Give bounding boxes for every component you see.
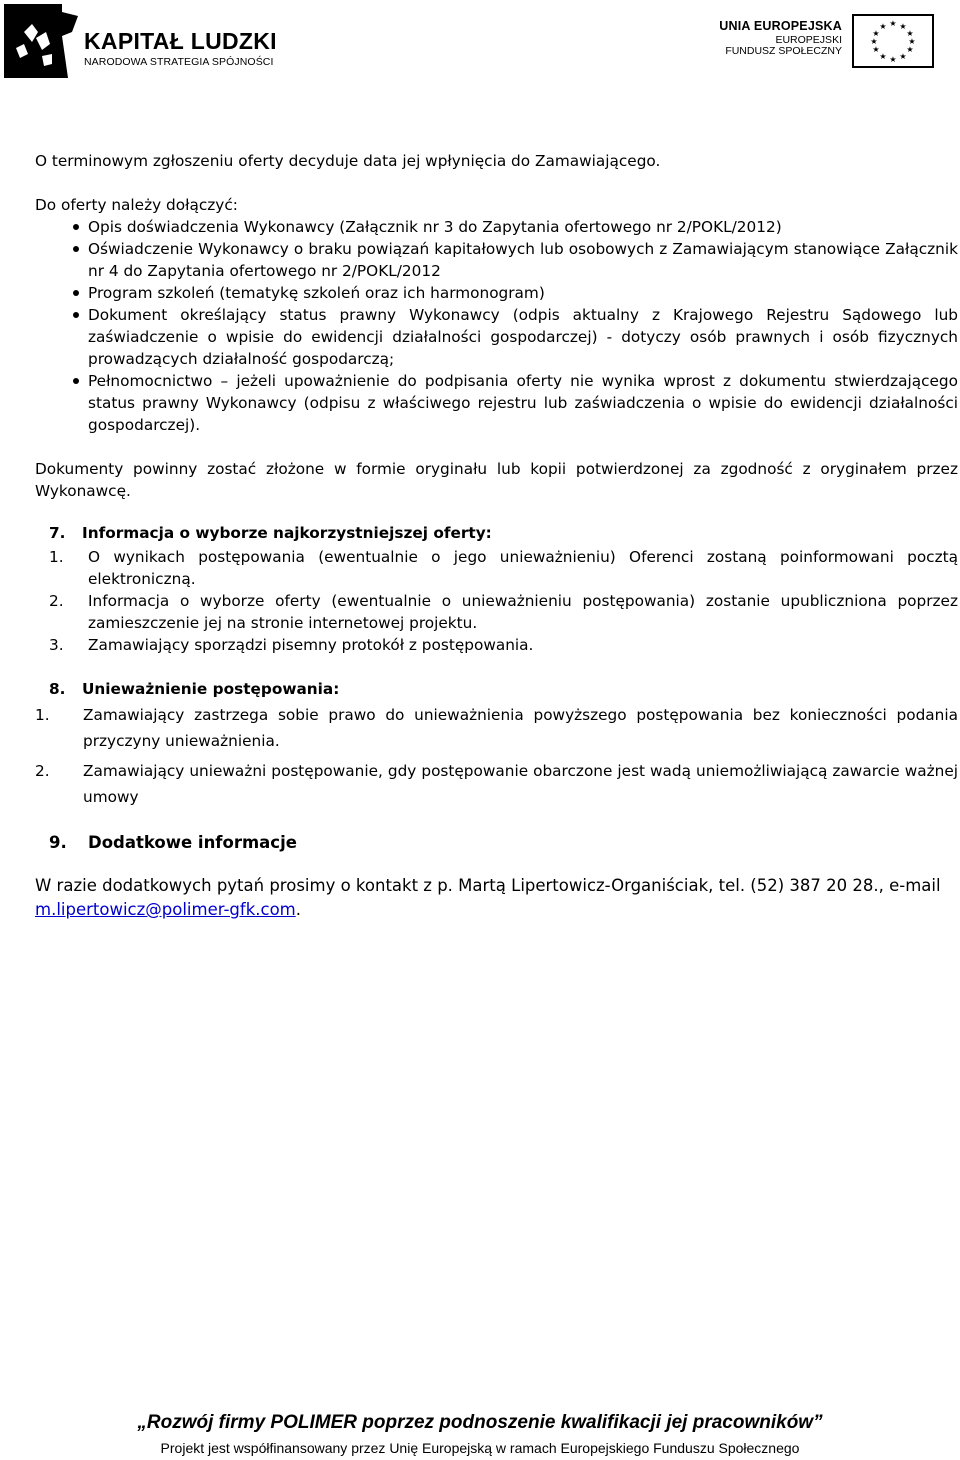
eu-line-2: EUROPEJSKI bbox=[775, 33, 842, 46]
list-item bbox=[35, 634, 958, 656]
section-number: 9. bbox=[49, 833, 67, 852]
logo-subtitle: NARODOWA STRATEGIA SPÓJNOŚCI bbox=[84, 56, 274, 68]
svg-text:★: ★ bbox=[899, 22, 907, 31]
funding-note: Projekt jest współfinansowany przez Unię Europejską w ramach Europejskiego Funduszu Społecznego bbox=[160, 1440, 800, 1456]
section-9 bbox=[35, 832, 958, 854]
list-item: Oświadczenie Wykonawcy o braku powiązań kapitałowych lub osobowych z Zamawiającym stanowiące Załącznik nr 4 do Zapytania ofertowego nr 2/POKL/2012 bbox=[35, 238, 958, 282]
section-7 bbox=[35, 522, 958, 656]
section-8-list bbox=[35, 702, 958, 810]
item-number: 1. bbox=[35, 706, 50, 724]
list-item: Pełnomocnictwo – jeżeli upoważnienie do podpisania oferty nie wynika wprost z dokumentu stwierdzającego status prawny Wykonawcy (odpisu z właściwego rejestru lub zaświadczenia o wpisie do ewidencji działalności gospodarczej). bbox=[35, 370, 958, 436]
paragraph-attachments-intro: Do oferty należy dołączyć: bbox=[35, 196, 238, 214]
svg-text:★: ★ bbox=[870, 37, 878, 46]
svg-text:★: ★ bbox=[908, 37, 916, 46]
item-text: Informacja o wyborze oferty (ewentualnie o unieważnieniu postępowania) zostanie upubliczniona poprzez zamieszczenie jej na stronie internetowej projektu. bbox=[88, 592, 958, 632]
list-item bbox=[35, 590, 958, 634]
document-body bbox=[35, 150, 958, 922]
item-text: Zamawiający unieważni postępowanie, gdy postępowanie obarczone jest wadą uniemożliwiającą zawarcie ważnej umowy bbox=[83, 762, 958, 806]
svg-text:★: ★ bbox=[906, 29, 914, 38]
svg-text:★: ★ bbox=[872, 29, 880, 38]
eu-wordmark bbox=[719, 20, 842, 58]
section-number: 7. bbox=[49, 524, 66, 542]
email-link[interactable]: m.lipertowicz@polimer-gfk.com bbox=[35, 900, 296, 919]
contact-text: W razie dodatkowych pytań prosimy o kontakt z p. Martą Lipertowicz-Organiściak, tel. (52) 387 20 28., e-mail bbox=[35, 876, 941, 895]
page-header bbox=[0, 0, 960, 80]
svg-text:★: ★ bbox=[906, 45, 914, 54]
eu-line-1: UNIA EUROPEJSKA bbox=[719, 19, 842, 33]
list-item: Program szkoleń (tematykę szkoleń oraz ich harmonogram) bbox=[35, 282, 958, 304]
page-footer bbox=[0, 1412, 960, 1456]
attachments-list bbox=[35, 216, 958, 436]
paragraph-deadline: O terminowym zgłoszeniu oferty decyduje data jej wpłynięcia do Zamawiającego. bbox=[35, 152, 661, 170]
item-number: 1. bbox=[49, 548, 64, 566]
section-heading bbox=[35, 522, 958, 544]
paragraph-documents-form: Dokumenty powinny zostać złożone w formie oryginału lub kopii potwierdzonej za zgodność z oryginałem przez Wykonawcę. bbox=[35, 460, 958, 500]
svg-text:★: ★ bbox=[879, 52, 887, 61]
eu-flag-icon bbox=[852, 14, 934, 68]
item-number: 3. bbox=[49, 636, 64, 654]
section-8 bbox=[35, 678, 958, 810]
contact-paragraph bbox=[35, 874, 958, 922]
section-7-list bbox=[35, 546, 958, 656]
contact-end: . bbox=[295, 900, 301, 919]
section-title: Dodatkowe informacje bbox=[88, 833, 297, 852]
project-slogan: „Rozwój firmy POLIMER poprzez podnoszenie kwalifikacji jej pracowników” bbox=[137, 1412, 823, 1433]
item-text: O wynikach postępowania (ewentualnie o jego unieważnieniu) Oferenci zostaną poinformowani pocztą elektroniczną. bbox=[88, 548, 958, 588]
section-number: 8. bbox=[49, 680, 66, 698]
list-item: Opis doświadczenia Wykonawcy (Załącznik nr 3 do Zapytania ofertowego nr 2/POKL/2012) bbox=[35, 216, 958, 238]
svg-text:★: ★ bbox=[872, 45, 880, 54]
section-heading bbox=[35, 678, 958, 700]
item-number: 2. bbox=[49, 592, 64, 610]
svg-text:★: ★ bbox=[889, 19, 897, 28]
kapital-ludzki-wordmark bbox=[84, 30, 277, 68]
section-title: Unieważnienie postępowania: bbox=[82, 680, 340, 698]
logo-title: KAPITAŁ LUDZKI bbox=[84, 28, 277, 54]
item-text: Zamawiający zastrzega sobie prawo do unieważnienia powyższego postępowania bez konieczności podania przyczyny unieważnienia. bbox=[83, 706, 958, 750]
list-item bbox=[35, 546, 958, 590]
section-title: Informacja o wyborze najkorzystniejszej oferty: bbox=[82, 524, 492, 542]
list-item bbox=[35, 702, 958, 754]
list-item: Dokument określający status prawny Wykonawcy (odpis aktualny z Krajowego Rejestru Sądowego lub zaświadczenie o wpisie do ewidencji działalności gospodarczej) - dotyczy osób prawnych i osób fizycznych prowadzących działalność gospodarczą; bbox=[35, 304, 958, 370]
section-heading bbox=[35, 832, 958, 854]
list-item bbox=[35, 758, 958, 810]
svg-text:★: ★ bbox=[899, 52, 907, 61]
svg-text:★: ★ bbox=[879, 22, 887, 31]
kapital-ludzki-logo bbox=[2, 2, 82, 78]
item-number: 2. bbox=[35, 762, 50, 780]
eu-line-3: FUNDUSZ SPOŁECZNY bbox=[725, 45, 842, 58]
svg-text:★: ★ bbox=[889, 55, 897, 64]
item-text: Zamawiający sporządzi pisemny protokół z postępowania. bbox=[88, 636, 534, 654]
